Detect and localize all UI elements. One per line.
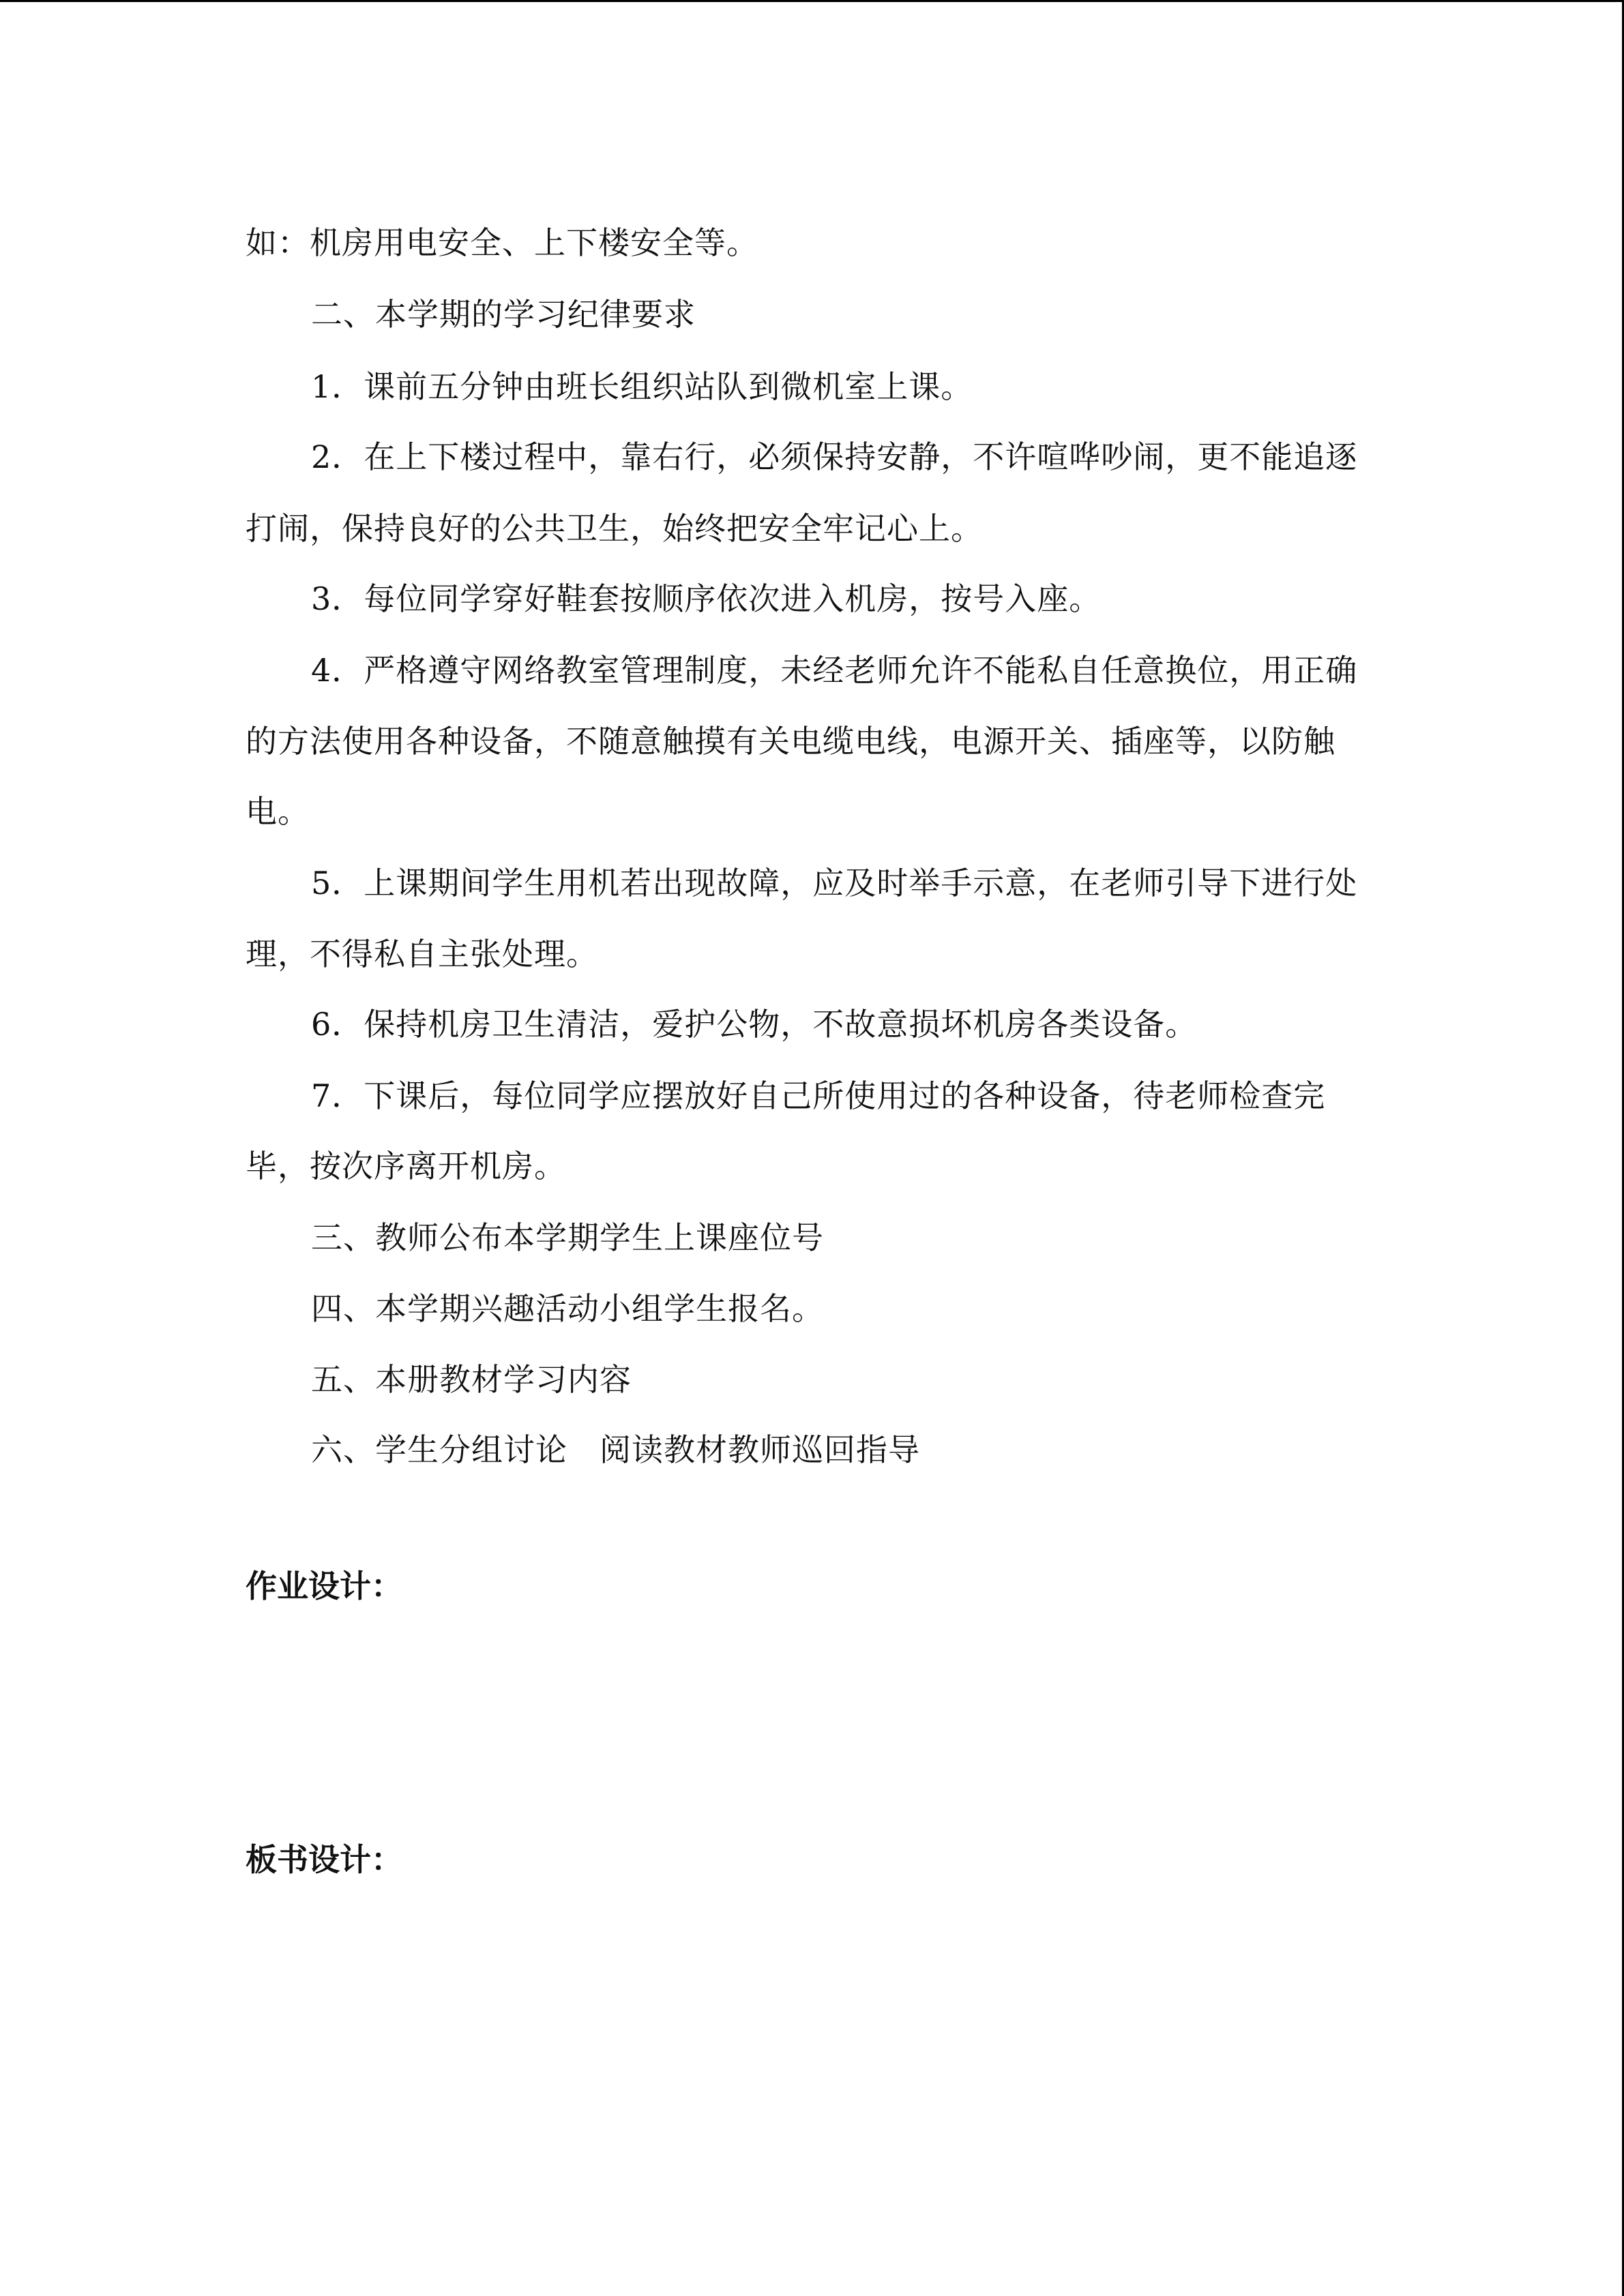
section-heading-discipline: 二、本学期的学习纪律要求 xyxy=(311,296,696,333)
list-item-4-end: 电。 xyxy=(246,793,310,830)
list-item-5: 5．上课期间学生用机若出现故障，应及时举手示意，在老师引导下进行处 xyxy=(311,865,1358,901)
text-line: 如：机房用电安全、上下楼安全等。 xyxy=(246,224,758,261)
list-item-2: 2．在上下楼过程中，靠右行，必须保持安静，不许喧哗吵闹，更不能追逐 xyxy=(311,438,1358,475)
list-item-2-continued: 打闹，保持良好的公共卫生，始终把安全牢记心上。 xyxy=(246,510,983,547)
section-heading-discussion: 六、学生分组讨论 阅读教材教师巡回指导 xyxy=(311,1431,920,1468)
section-heading-textbook: 五、本册教材学习内容 xyxy=(311,1361,632,1398)
list-item-3: 3．每位同学穿好鞋套按顺序依次进入机房，按号入座。 xyxy=(311,580,1102,617)
list-item-7: 7．下课后，每位同学应摆放好自己所使用过的各种设备，待老师检查完 xyxy=(311,1077,1326,1114)
list-item-4-continued: 的方法使用各种设备，不随意触摸有关电缆电线，电源开关、插座等，以防触 xyxy=(246,723,1335,760)
list-item-6: 6．保持机房卫生清洁，爱护公物，不故意损坏机房各类设备。 xyxy=(311,1006,1198,1043)
section-heading-seating: 三、教师公布本学期学生上课座位号 xyxy=(311,1219,824,1256)
homework-design-heading: 作业设计： xyxy=(246,1568,402,1605)
list-item-7-continued: 毕，按次序离开机房。 xyxy=(246,1148,566,1184)
section-heading-interest-groups: 四、本学期兴趣活动小组学生报名。 xyxy=(311,1290,824,1327)
list-item-4: 4．严格遵守网络教室管理制度，未经老师允许不能私自任意换位，用正确 xyxy=(311,652,1358,689)
board-design-heading: 板书设计： xyxy=(246,1841,402,1878)
list-item-1: 1．课前五分钟由班长组织站队到微机室上课。 xyxy=(311,368,973,405)
list-item-5-continued: 理，不得私自主张处理。 xyxy=(246,936,598,972)
